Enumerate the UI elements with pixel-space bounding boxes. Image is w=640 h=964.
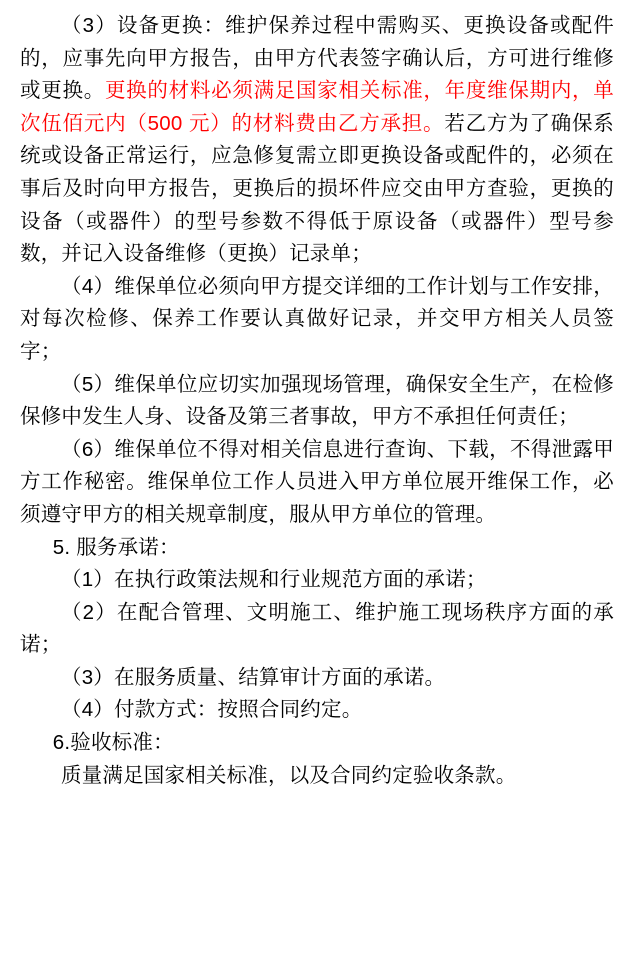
paragraph-acceptance-body [20, 760, 614, 793]
acceptance-body-text: 质量满足国家相关标准，以及合同约定验收条款。 [61, 763, 517, 787]
paragraph-commitment-4 [20, 694, 614, 727]
heading-acceptance-standard-text: 6.验收标准： [52, 731, 174, 755]
commitment-4-text: （4）付款方式：按照合同约定。 [61, 698, 363, 722]
commitment-1-text: （1）在执行政策法规和行业规范方面的承诺； [61, 568, 487, 592]
commitment-2-text: （2）在配合管理、文明施工、维护施工现场秩序方面的承诺； [20, 600, 614, 657]
paragraph-clause-3 [20, 10, 614, 271]
paragraph-commitment-3 [20, 662, 614, 695]
clause-6-text: （6）维保单位不得对相关信息进行查询、下载，不得泄露甲方工作秘密。维保单位工作人员进入甲方单位展开维保工作，必须遵守甲方的相关规章制度，服从甲方单位的管理。 [20, 437, 614, 526]
paragraph-clause-5 [20, 369, 614, 434]
paragraph-commitment-2 [20, 597, 614, 662]
heading-acceptance-standard [20, 727, 614, 760]
heading-service-commitment [20, 532, 614, 565]
clause-4-text: （4）维保单位必须向甲方提交详细的工作计划与工作安排，对每次检修、保养工作要认真做好记录，并交甲方相关人员签字； [20, 274, 614, 363]
clause-5-text: （5）维保单位应切实加强现场管理，确保安全生产，在检修保修中发生人身、设备及第三者事故，甲方不承担任何责任； [20, 372, 614, 429]
heading-service-commitment-text: 5. 服务承诺： [52, 535, 180, 559]
commitment-3-text: （3）在服务质量、结算审计方面的承诺。 [61, 665, 446, 689]
paragraph-commitment-1 [20, 564, 614, 597]
paragraph-clause-4 [20, 271, 614, 369]
clause-3-text-part-3: 若乙方为了确保系统或设备正常运行，应急修复需立即更换设备或配件的，必须在事后及时向甲方报告，更换后的损坏件应交由甲方查验，更换的设备（或器件）的型号参数不得低于原设备（或器件）型号参数，并记入设备维修（更换）记录单； [20, 111, 614, 266]
clause-3-highlighted-text: 更换的材料必须满足国家相关标准，年度维保期内，单次伍佰元内（500 元）的材料费由乙方承担。 [20, 79, 614, 135]
clause-3-text-part-1: （3）设备更换：维护保养过程中需购买、更换设备或配件的，应事先向甲方报告，由甲方代表签字确认后，方可进行维修或更换。 [20, 14, 614, 103]
paragraph-clause-6 [20, 434, 614, 532]
